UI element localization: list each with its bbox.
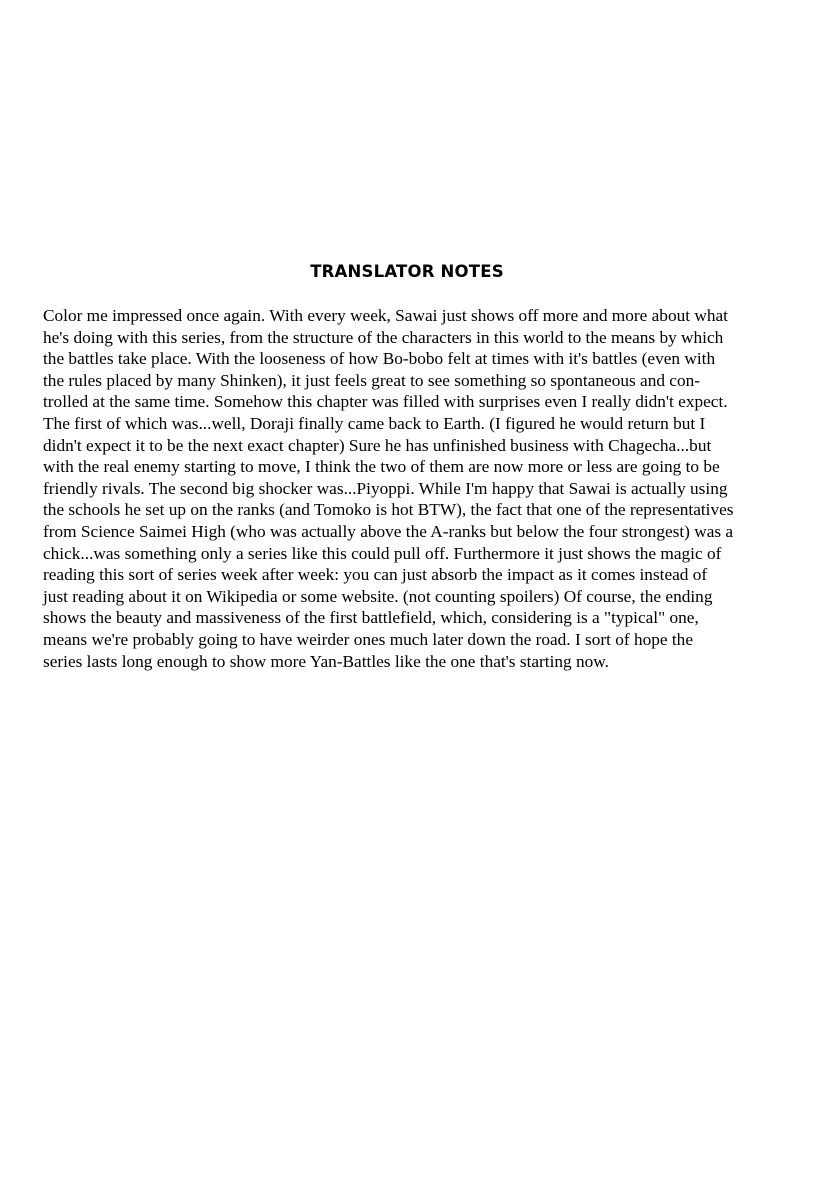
notes-paragraph bbox=[43, 305, 769, 672]
paragraph-line: trolled at the same time. Somehow this chapter was filled with surprises even I really didn't expect. bbox=[43, 392, 728, 412]
paragraph-line: with the real enemy starting to move, I think the two of them are now more or less are going to be bbox=[43, 457, 720, 477]
page-title: TRANSLATOR NOTES bbox=[310, 262, 504, 281]
paragraph-line: The first of which was...well, Doraji finally came back to Earth. (I figured he would return but I bbox=[43, 413, 706, 433]
paragraph-line: chick...was something only a series like this could pull off. Furthermore it just shows the magic of bbox=[43, 543, 722, 563]
paragraph-line: the schools he set up on the ranks (and Tomoko is hot BTW), the fact that one of the representatives bbox=[43, 500, 734, 520]
paragraph-line: shows the beauty and massiveness of the first battlefield, which, considering is a "typical" one, bbox=[43, 608, 699, 628]
paragraph-line: means we're probably going to have weirder ones much later down the road. I sort of hope the bbox=[43, 629, 693, 649]
paragraph-line: friendly rivals. The second big shocker was...Piyoppi. While I'm happy that Sawai is actually using bbox=[43, 478, 728, 498]
paragraph-line: the battles take place. With the looseness of how Bo-bobo felt at times with it's battles (even with bbox=[43, 349, 716, 369]
paragraph-line: just reading about it on Wikipedia or some website. (not counting spoilers) Of course, the ending bbox=[43, 586, 713, 606]
paragraph-line: series lasts long enough to show more Yan-Battles like the one that's starting now. bbox=[43, 651, 609, 671]
paragraph-line: he's doing with this series, from the structure of the characters in this world to the means by which bbox=[43, 327, 724, 347]
paragraph-line: didn't expect it to be the next exact chapter) Sure he has unfinished business with Chagecha...but bbox=[43, 435, 712, 455]
paragraph-line: reading this sort of series week after week: you can just absorb the impact as it comes instead of bbox=[43, 565, 708, 585]
paragraph-line: the rules placed by many Shinken), it just feels great to see something so spontaneous and con- bbox=[43, 370, 701, 390]
paragraph-line: Color me impressed once again. With every week, Sawai just shows off more and more about what bbox=[43, 306, 728, 325]
paragraph-line: from Science Saimei High (who was actually above the A-ranks but below the four strongest) was a bbox=[43, 521, 734, 541]
